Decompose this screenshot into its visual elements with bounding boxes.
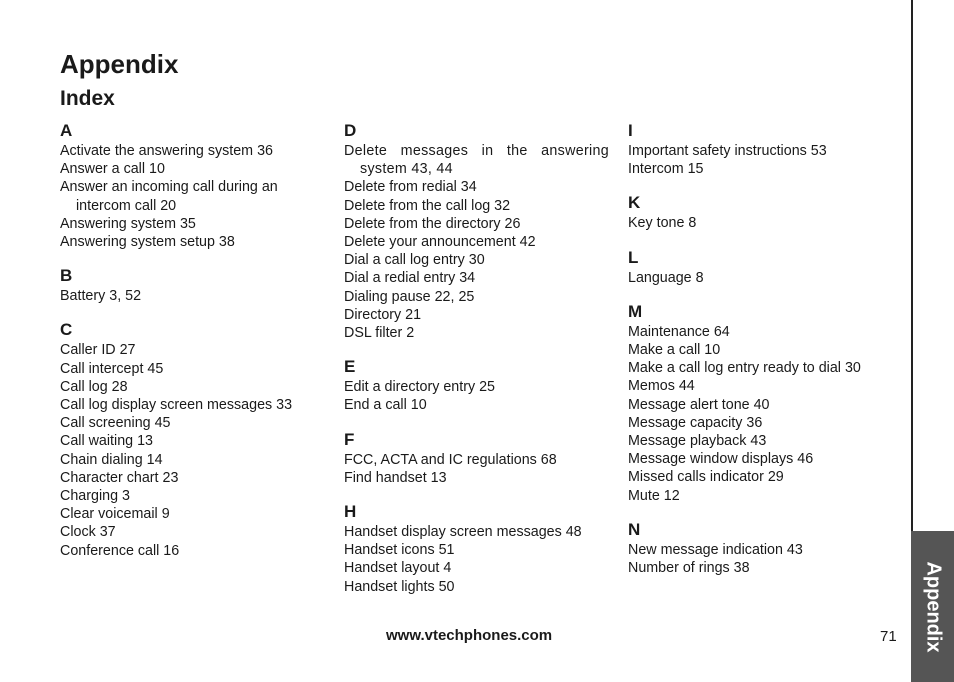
index-entry: Handset display screen messages 48	[344, 524, 582, 541]
index-entry: Mute 12	[628, 487, 680, 504]
page-subtitle: Index	[60, 87, 115, 110]
index-entry: Answering system 35	[60, 215, 196, 232]
index-entry: FCC, ACTA and IC regulations 68	[344, 451, 557, 468]
index-entry: Handset layout 4	[344, 560, 452, 577]
footer-url[interactable]: www.vtechphones.com	[386, 627, 553, 644]
index-section	[628, 121, 898, 178]
index-column-1	[60, 121, 325, 575]
page-title: Appendix	[60, 49, 179, 79]
index-entry: Delete from the call log 32	[344, 197, 511, 214]
index-entry: Message capacity 36	[628, 414, 763, 431]
index-entry: Number of rings 38	[628, 560, 750, 577]
section-letter: C	[60, 320, 73, 340]
section-letter: M	[628, 301, 643, 321]
index-entry: Conference call 16	[60, 542, 180, 559]
index-entry: Activate the answering system 36	[60, 143, 273, 159]
index-entry: Dialing pause 22, 25	[344, 288, 475, 305]
index-entry: Intercom 15	[628, 161, 704, 178]
index-entry: Call log 28	[60, 378, 128, 395]
index-section	[60, 320, 325, 559]
index-entry: Chain dialing 14	[60, 451, 163, 468]
index-entry: Directory 21	[344, 306, 422, 323]
index-section	[344, 357, 609, 414]
section-letter: E	[344, 357, 356, 377]
index-entry: Message alert tone 40	[628, 396, 770, 413]
index-section	[60, 121, 325, 251]
index-entry: Delete your announcement 42	[344, 234, 536, 251]
index-entry: Message playback 43	[628, 433, 767, 450]
index-entry: Dial a redial entry 34	[344, 270, 476, 287]
index-entry: Call intercept 45	[60, 360, 164, 377]
index-entry: Message window displays 46	[628, 451, 814, 468]
page-number: 71	[880, 628, 897, 645]
index-entry: Clock 37	[60, 524, 116, 541]
index-column-3	[628, 121, 898, 592]
section-letter: B	[60, 266, 73, 286]
index-entry: Important safety instructions 53	[628, 143, 827, 159]
index-entry: Delete messages in the answering system 43, 44	[344, 143, 609, 178]
index-section	[344, 121, 609, 342]
index-entry: Battery 3, 52	[60, 288, 142, 305]
index-entry: Handset lights 50	[344, 578, 455, 595]
index-entry: Clear voicemail 9	[60, 506, 170, 523]
index-entry: End a call 10	[344, 397, 427, 414]
index-entry: Call log display screen messages 33	[60, 397, 293, 414]
index-entry: New message indication 43	[628, 541, 803, 558]
index-entry: Memos 44	[628, 378, 695, 395]
index-entry: Answer an incoming call during an intercom call 20	[60, 179, 278, 214]
index-entry: Character chart 23	[60, 469, 179, 486]
index-section	[628, 248, 898, 287]
index-entry: Make a call 10	[628, 342, 721, 359]
side-tab-label: Appendix	[922, 560, 944, 653]
index-section	[628, 520, 898, 577]
index-entry: Handset icons 51	[344, 542, 455, 559]
index-entry: Caller ID 27	[60, 342, 136, 359]
index-column-2	[344, 121, 609, 611]
index-entry: Dial a call log entry 30	[344, 252, 485, 269]
section-letter: D	[344, 121, 357, 140]
index-entry: Missed calls indicator 29	[628, 469, 784, 486]
index-entry: Language 8	[628, 269, 704, 286]
section-letter: I	[628, 121, 633, 140]
index-section	[60, 266, 325, 305]
index-entry: Edit a directory entry 25	[344, 379, 495, 396]
section-letter: H	[344, 502, 357, 522]
index-entry: Call waiting 13	[60, 433, 153, 450]
section-letter: F	[344, 429, 355, 449]
index-entry: Answering system setup 38	[60, 234, 235, 251]
section-letter: N	[628, 519, 641, 539]
section-letter: L	[628, 247, 639, 267]
index-entry: Delete from redial 34	[344, 179, 477, 196]
index-entry: Answer a call 10	[60, 161, 165, 178]
index-entry: Find handset 13	[344, 469, 447, 486]
section-letter: K	[628, 193, 641, 213]
section-side-tab	[911, 531, 954, 682]
index-entry: DSL filter 2	[344, 325, 415, 342]
index-section	[344, 430, 609, 487]
index-entry: Make a call log entry ready to dial 30	[628, 360, 861, 377]
section-letter: A	[60, 121, 73, 140]
index-entry: Maintenance 64	[628, 323, 730, 340]
index-section	[344, 502, 609, 596]
index-section	[628, 193, 898, 232]
index-entry: Charging 3	[60, 488, 130, 505]
index-entry: Key tone 8	[628, 215, 697, 232]
index-section	[628, 302, 898, 505]
index-entry: Call screening 45	[60, 415, 171, 432]
index-entry: Delete from the directory 26	[344, 215, 521, 232]
